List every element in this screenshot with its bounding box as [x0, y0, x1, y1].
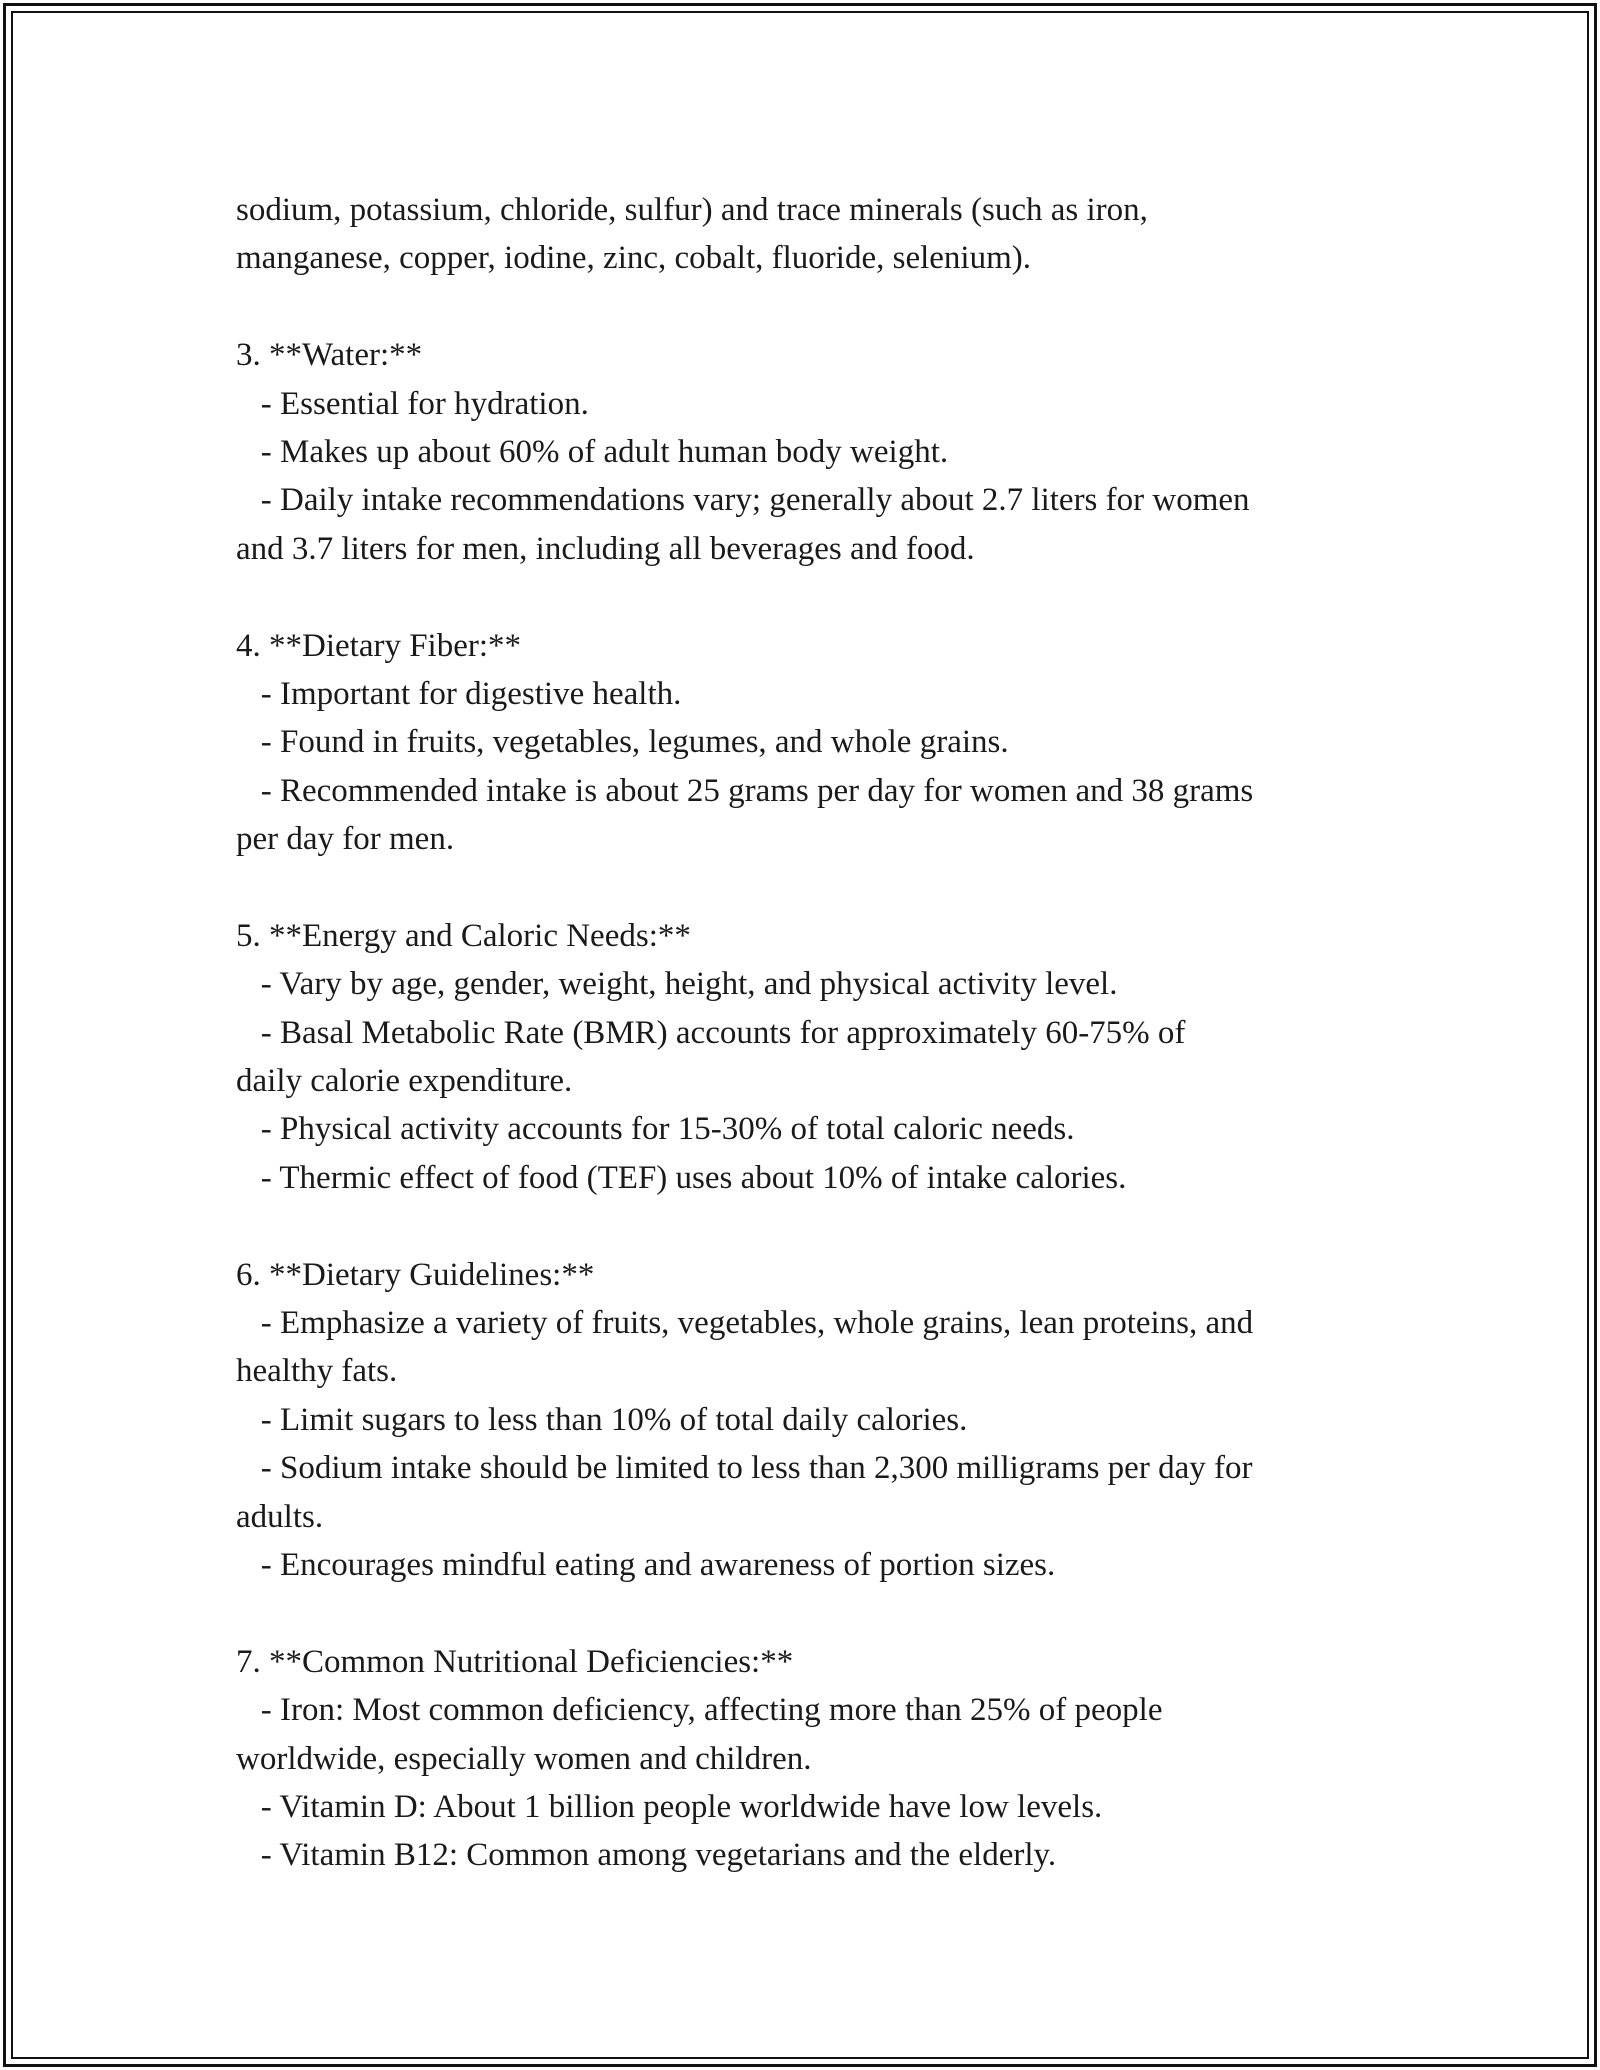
- section-water: [236, 331, 1386, 573]
- blank-line: [236, 1202, 1386, 1250]
- blank-line: [236, 1589, 1386, 1637]
- text-line: and 3.7 liters for men, including all beverages and food.: [236, 530, 975, 567]
- section-heading: 5. **Energy and Caloric Needs:**: [236, 917, 691, 954]
- text-line: daily calorie expenditure.: [236, 1063, 573, 1100]
- text-line: - Important for digestive health.: [236, 675, 682, 712]
- section-common-nutritional-deficiencies: [236, 1638, 1386, 1880]
- text-line: - Sodium intake should be limited to less than 2,300 milligrams per day for: [236, 1450, 1253, 1487]
- text-line: manganese, copper, iodine, zinc, cobalt, fluoride, selenium).: [236, 240, 1031, 277]
- text-line: - Recommended intake is about 25 grams per day for women and 38 grams: [236, 772, 1254, 809]
- text-line: - Vitamin D: About 1 billion people worldwide have low levels.: [236, 1788, 1103, 1825]
- text-line: per day for men.: [236, 821, 455, 858]
- section-heading: 4. **Dietary Fiber:**: [236, 627, 522, 664]
- text-line: - Physical activity accounts for 15-30% of total caloric needs.: [236, 1111, 1075, 1148]
- text-line: - Thermic effect of food (TEF) uses about 10% of intake calories.: [236, 1159, 1127, 1196]
- text-line: adults.: [236, 1498, 324, 1535]
- text-line: - Iron: Most common deficiency, affecting more than 25% of people: [236, 1692, 1163, 1729]
- text-line: - Encourages mindful eating and awareness of portion sizes.: [236, 1546, 1056, 1583]
- text-line: - Vary by age, gender, weight, height, and physical activity level.: [236, 966, 1118, 1003]
- section-dietary-guidelines: [236, 1251, 1386, 1590]
- text-line: - Makes up about 60% of adult human body weight.: [236, 433, 949, 470]
- text-line: sodium, potassium, chloride, sulfur) and trace minerals (such as iron,: [236, 192, 1148, 228]
- blank-line: [236, 573, 1386, 621]
- blank-line: [236, 863, 1386, 911]
- blank-line: [236, 283, 1386, 331]
- text-line: - Essential for hydration.: [236, 385, 589, 422]
- text-line: - Limit sugars to less than 10% of total daily calories.: [236, 1401, 968, 1438]
- section-heading: 6. **Dietary Guidelines:**: [236, 1256, 595, 1293]
- section-dietary-fiber: [236, 622, 1386, 864]
- text-line: - Vitamin B12: Common among vegetarians and the elderly.: [236, 1837, 1057, 1874]
- section-energy-caloric-needs: [236, 912, 1386, 1202]
- section-heading: 3. **Water:**: [236, 337, 423, 374]
- section-heading: 7. **Common Nutritional Deficiencies:**: [236, 1643, 794, 1680]
- text-line: - Daily intake recommendations vary; generally about 2.7 liters for women: [236, 482, 1250, 519]
- text-line: worldwide, especially women and children.: [236, 1740, 812, 1777]
- text-line: healthy fats.: [236, 1353, 398, 1390]
- document-body: [236, 186, 1386, 1880]
- text-line: - Emphasize a variety of fruits, vegetables, whole grains, lean proteins, and: [236, 1304, 1254, 1341]
- text-line: - Found in fruits, vegetables, legumes, and whole grains.: [236, 724, 1009, 761]
- text-line: - Basal Metabolic Rate (BMR) accounts for approximately 60-75% of: [236, 1014, 1186, 1051]
